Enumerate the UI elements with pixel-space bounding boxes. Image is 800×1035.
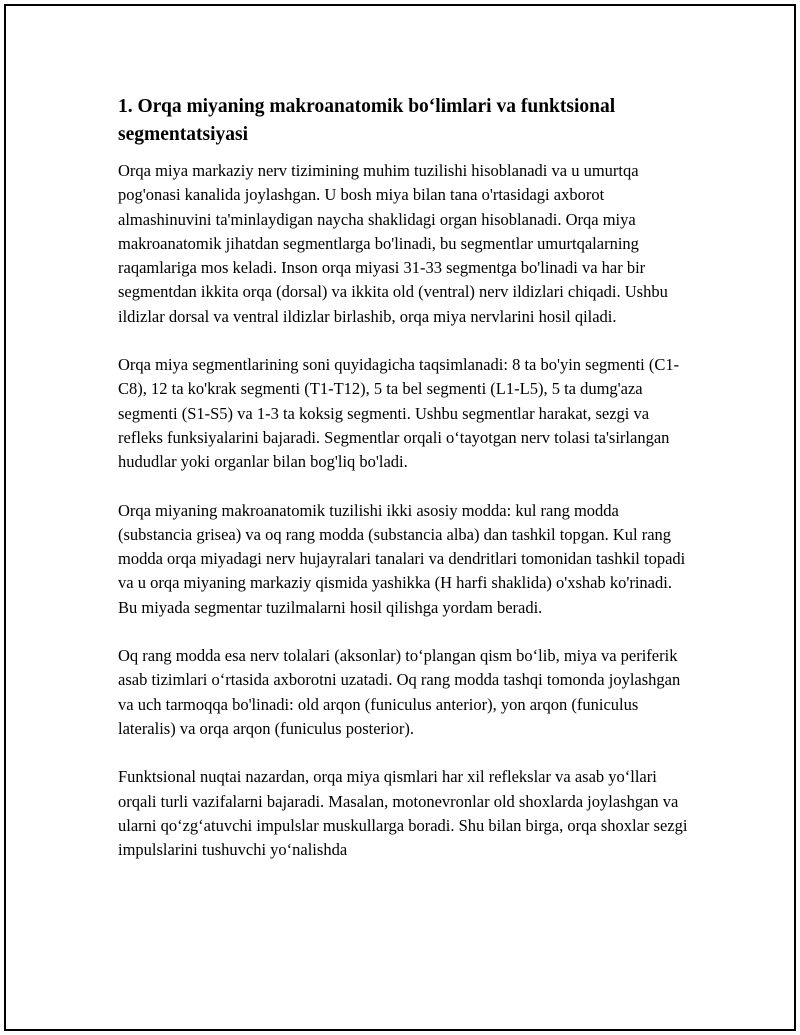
paragraph-2: Orqa miya segmentlarining soni quyidagicha taqsimlanadi: 8 ta bo'yin segmenti (C1-C8), 12 ta ko'krak segmenti (T1-T12), 5 ta bel segmenti (L1-L5), 5 ta dumg'aza segmenti (S1-S5) va 1-3 ta koksig segmenti. Ushbu segmentlar harakat, sezgi va refleks funksiyalarini bajaradi. Segmentlar orqali o‘tayotgan nerv tolasi ta'sirlangan hududlar yoki organlar bilan bog'liq bo'ladi. xyxy=(118,355,680,472)
paragraph-3: Orqa miyaning makroanatomik tuzilishi ikki asosiy modda: kul rang modda (substancia grisea) va oq rang modda (substancia alba) dan tashkil topgan. Kul rang modda orqa miyadagi nerv hujayralari tanalari va dendritlari tomonidan tashkil topadi va u orqa miyaning markaziy qismida yashikka (H harfi shaklida) o'xshab ko'rinadi. Bu miyada segmentar tuzilmalarni hosil qilishga yordam beradi. xyxy=(118,500,686,617)
paragraph-1: Orqa miya markaziy nerv tizimining muhim tuzilishi hisoblanadi va u umurtqa pog'onasi kanalida joylashgan. U bosh miya bilan tana o'rtasidagi axborot almashinuvini ta'minlaydigan naycha shaklidagi organ hisoblanadi. Orqa miya makroanatomik jihatdan segmentlarga bo'linadi, bu segmentlar umurtqalarning raqamlariga mos keladi. Inson orqa miyasi 31-33 segmentga bo'linadi va har bir segmentdan ikkita orqa (dorsal) va ikkita old (ventral) nerv ildizlari chiqadi. Ushbu ildizlar dorsal va ventral ildizlar birlashib, orqa miya nervlarini hosil qiladi. xyxy=(118,161,668,326)
section-heading: 1. Orqa miyaning makroanatomik bo‘limlari va funktsional segmentatsiyasi xyxy=(118,96,616,145)
document-body xyxy=(118,93,688,886)
paragraph-4: Oq rang modda esa nerv tolalari (aksonlar) to‘plangan qism bo‘lib, miya va periferik asab tizimlari o‘rtasida axborotni uzatadi. Oq rang modda tashqi tomonda joylashgan va uch tarmoqqa bo'linadi: old arqon (funiculus anterior), yon arqon (funiculus lateralis) va orqa arqon (funiculus posterior). xyxy=(118,646,681,738)
paragraph-5: Funktsional nuqtai nazardan, orqa miya qismlari har xil reflekslar va asab yo‘llari orqali turli vazifalarni bajaradi. Masalan, motonevronlar old shoxlarda joylashgan va ularni qo‘zg‘atuvchi impulslar muskullarga boradi. Shu bilan birga, orqa shoxlar sezgi impulslarini tushuvchi yo‘nalishda xyxy=(118,767,688,860)
